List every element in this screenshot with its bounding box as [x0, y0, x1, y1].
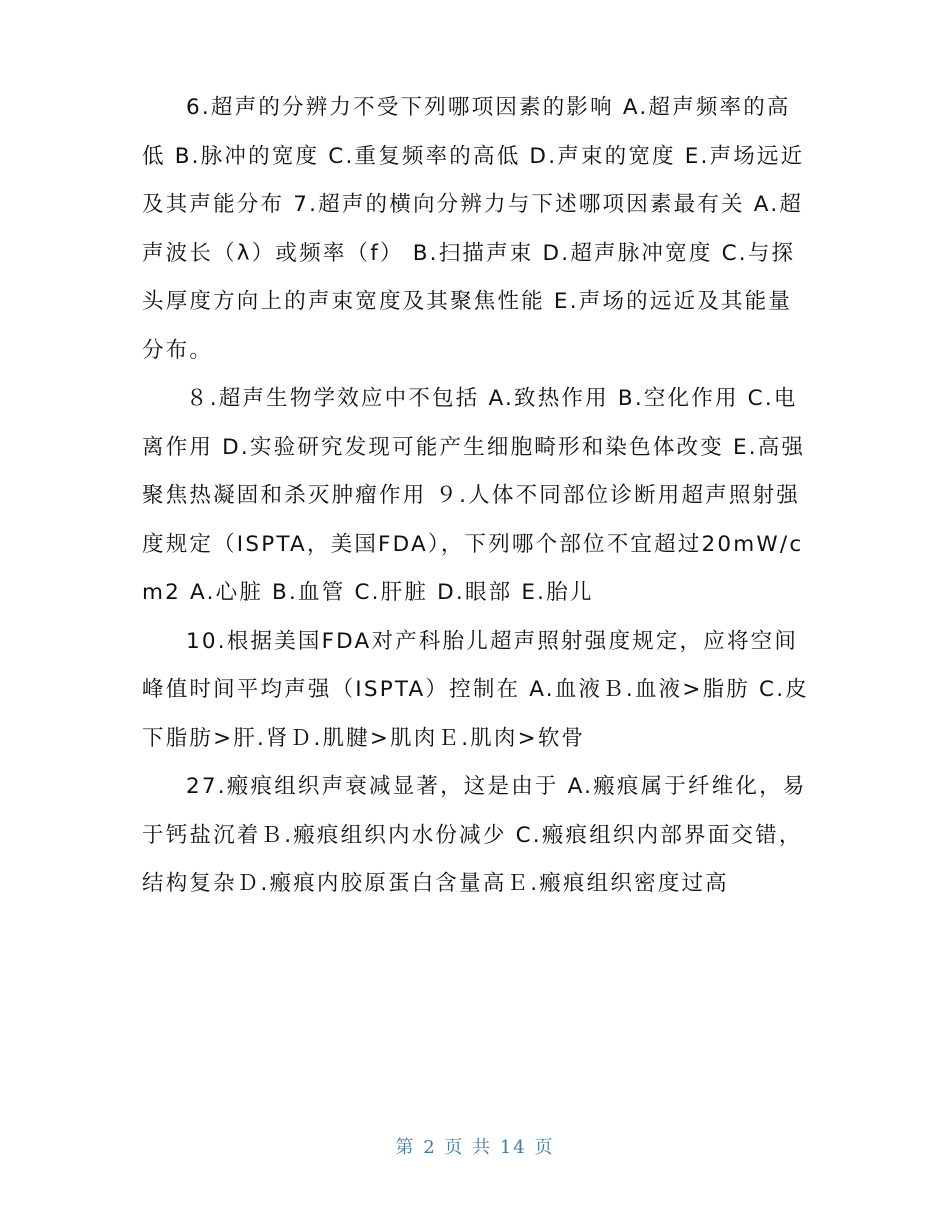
- paragraph-question-10: 10.根据美国FDA对产科胎儿超声照射强度规定，应将空间峰值时间平均声强（ISPTA）控制在 A.血液Ｂ.血液>脂肪 C.皮下脂肪>肝.肾Ｄ.肌腱>肌肉Ｅ.肌肉>软骨: [142, 628, 809, 751]
- page-footer: [0, 1133, 950, 1159]
- paragraph-question-27: 27.瘢痕组织声衰减显著，这是由于 A.瘢痕属于纤维化，易于钙盐沉着Ｂ.瘢痕组织内水份减少 C.瘢痕组织内部界面交错，结构复杂Ｄ.瘢痕内胶原蛋白含量高Ｅ.瘢痕组织密度过高: [142, 774, 807, 896]
- paragraph-questions-8-9: ８.超声生物学效应中不包括 A.致热作用 B.空化作用 C.电离作用 D.实验研究发现可能产生细胞畸形和染色体改变 E.高强聚焦热凝固和杀灭肿瘤作用 ９.人体不同部位诊断用超声照射强度规定（ISPTA，美国FDA），下列哪个部位不宜超过20mW/cm2 A.心脏 B.血管 C.肝脏 D.眼部 E.胎儿: [142, 386, 806, 605]
- page-number-label: 第 2 页 共 14 页: [395, 1137, 555, 1158]
- paragraph-questions-6-7: 6.超声的分辨力不受下列哪项因素的影响 A.超声频率的高低 B.脉冲的宽度 C.重复频率的高低 D.声束的宽度 E.声场远近及其声能分布 7.超声的横向分辨力与下述哪项因素最有关 A.超声波长（λ）或频率（f） B.扫描声束 D.超声脉冲宽度 C.与探头厚度方向上的声束宽度及其聚焦性能 E.声场的远近及其能量分布。: [142, 95, 805, 363]
- document-body: [142, 84, 814, 909]
